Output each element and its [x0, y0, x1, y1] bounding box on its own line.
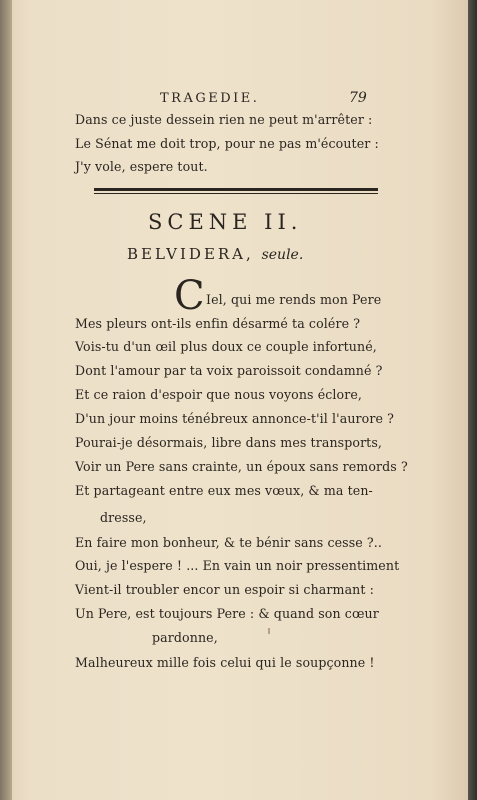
verse-line-first: Iel, qui me rends mon Pere [206, 292, 382, 307]
verse-line: Vois-tu d'un œil plus doux ce couple infortuné, [75, 339, 377, 354]
running-head: TRAGEDIE. [160, 91, 260, 106]
verse-line: Un Pere, est toujours Pere : & quand son cœur [75, 606, 379, 621]
top-line: J'y vole, espere tout. [75, 159, 208, 174]
top-line: Dans ce juste dessein rien ne peut m'arrêter : [75, 112, 373, 127]
page-number: 79 [349, 90, 367, 106]
verse-line: Mes pleurs ont-ils enfin désarmé ta colére ? [75, 316, 361, 331]
page-edge-shadow [468, 0, 477, 800]
drop-cap: C [174, 273, 205, 319]
section-rule-thin [94, 193, 378, 194]
verse-line: Pourai-je désormais, libre dans mes transports, [75, 435, 383, 450]
character-heading [127, 247, 303, 262]
verse-line: Vient-il troubler encor un espoir si charmant : [75, 582, 374, 597]
verse-line: Malheureux mille fois celui qui le soupçonne ! [75, 655, 375, 670]
verse-line: Et partageant entre eux mes vœux, & ma ten- [75, 483, 373, 498]
verse-line: Et ce raion d'espoir que nous voyons éclore, [75, 387, 363, 402]
verse-line: Dont l'amour par ta voix paroissoit condamné ? [75, 363, 383, 378]
verse-line: D'un jour moins ténébreux annonce-t'il l'aurore ? [75, 411, 394, 426]
character-note: seule. [261, 247, 304, 263]
section-rule [94, 188, 378, 191]
verse-line: En faire mon bonheur, & te bénir sans cesse ?.. [75, 535, 382, 550]
verse-line-turnover: dresse, [100, 510, 147, 525]
top-line: Le Sénat me doit trop, pour ne pas m'écouter : [75, 136, 379, 151]
scene-title: SCENE II. [148, 210, 303, 234]
character-name: BELVIDERA, [127, 245, 254, 263]
page-gutter [0, 0, 12, 800]
pencil-mark [268, 628, 270, 634]
verse-line: Voir un Pere sans crainte, un époux sans remords ? [75, 459, 408, 474]
verse-line-turnover: pardonne, [152, 630, 218, 645]
verse-line: Oui, je l'espere ! ... En vain un noir pressentiment [75, 558, 400, 573]
